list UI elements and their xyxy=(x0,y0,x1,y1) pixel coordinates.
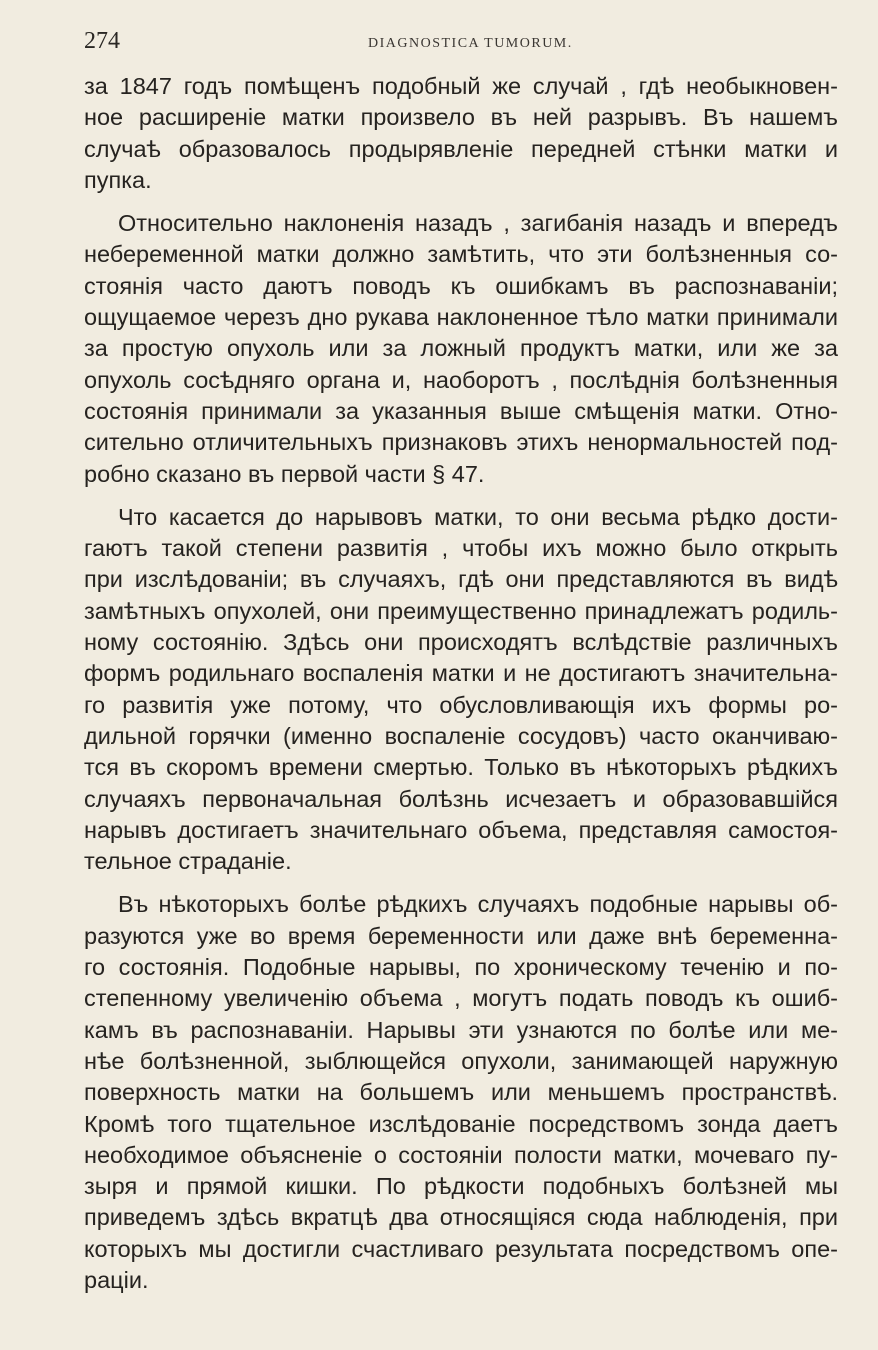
text-line: тельное страданіе. xyxy=(84,848,292,875)
text-line: небеременной матки должно замѣтить, что эти болѣзненныя со- xyxy=(84,241,838,268)
text-line: за простую опухоль или за ложный продуктъ матки, или же за xyxy=(84,335,838,362)
text-line: случаѣ образовалось продырявленіе передней стѣнки матки и xyxy=(84,135,838,162)
text-line: нарывъ достигаетъ значительнаго объема, представляя самостоя- xyxy=(84,816,838,843)
text-line: раціи. xyxy=(84,1266,149,1293)
text-line: пупка. xyxy=(84,166,152,193)
text-line: степенному увеличенію объема , могутъ подать поводъ къ ошиб- xyxy=(84,985,838,1012)
text-line: опухоль сосѣдняго органа и, наоборотъ , послѣднія болѣзненныя xyxy=(84,366,838,393)
text-line: за 1847 годъ помѣщенъ подобный же случай , гдѣ необыкновен- xyxy=(84,73,838,99)
text-line: ное расширеніе матки произвело въ ней разрывъ. Въ нашемъ xyxy=(84,104,838,131)
text-line: зыря и прямой кишки. По рѣдкости подобныхъ болѣзней мы xyxy=(84,1173,838,1200)
text-line: дильной горячки (именно воспаленіе сосудовъ) часто оканчиваю- xyxy=(84,722,838,749)
text-line: камъ въ распознаваніи. Нарывы эти узнаются по болѣе или ме- xyxy=(84,1016,838,1043)
text-line: Относительно наклоненія назадъ , загибанія назадъ и впередъ xyxy=(118,210,838,237)
text-line: го состоянія. Подобные нарывы, по хроническому теченію и по- xyxy=(84,954,838,981)
text-line: гаютъ такой степени развитія , чтобы ихъ можно было открыть xyxy=(84,535,838,562)
paragraph xyxy=(84,71,838,196)
text-line: Что касается до нарывовъ матки, то они весьма рѣдко дости- xyxy=(118,503,838,530)
text-line: сительно отличительныхъ признаковъ этихъ ненормальностей под- xyxy=(84,429,838,456)
paragraph xyxy=(84,889,838,1296)
text-line: го развитія уже потому, что обусловливающія ихъ формы ро- xyxy=(84,691,838,718)
page-header xyxy=(84,28,838,58)
text-line: необходимое объясненіе о состояніи полости матки, мочеваго пу- xyxy=(84,1141,838,1168)
text-line: формъ родильнаго воспаленія матки и не достигаютъ значительна- xyxy=(84,660,838,687)
text-line: приведемъ здѣсь вкратцѣ два относящіяся сюда наблюденія, при xyxy=(84,1204,838,1231)
text-line: поверхность матки на большемъ или меньшемъ пространствѣ. xyxy=(84,1079,838,1106)
paragraph xyxy=(84,502,838,878)
text-line: случаяхъ первоначальная болѣзнь исчезаетъ и образовавшійся xyxy=(84,785,838,812)
text-line: состоянія принимали за указанныя выше смѣщенія матки. Отно- xyxy=(84,397,838,424)
text-line: тся въ скоромъ времени смертью. Только въ нѣкоторыхъ рѣдкихъ xyxy=(84,754,838,781)
page-number: 274 xyxy=(84,28,120,54)
text-line: которыхъ мы достигли счастливаго результата посредствомъ опе- xyxy=(84,1235,838,1262)
text-line: при изслѣдованіи; въ случаяхъ, гдѣ они представляются въ видѣ xyxy=(84,566,838,593)
text-line: замѣтныхъ опухолей, они преимущественно принадлежатъ родиль- xyxy=(84,597,838,624)
body-text xyxy=(84,71,838,1308)
text-line: нѣе болѣзненной, зыблющейся опухоли, занимающей наружную xyxy=(84,1047,838,1074)
paragraph xyxy=(84,208,838,490)
text-line: ному состоянію. Здѣсь они происходятъ вслѣдствіе различныхъ xyxy=(84,629,838,656)
text-line: Въ нѣкоторыхъ болѣе рѣдкихъ случаяхъ подобные нарывы об- xyxy=(118,891,838,918)
text-line: ощущаемое черезъ дно рукава наклоненное тѣло матки принимали xyxy=(84,304,838,331)
running-head: DIAGNOSTICA TUMORUM. xyxy=(368,36,573,51)
text-line: робно сказано въ первой части § 47. xyxy=(84,460,485,487)
text-line: стоянія часто даютъ поводъ къ ошибкамъ въ распознаваніи; xyxy=(84,272,838,299)
text-line: Кромѣ того тщательное изслѣдованіе посредствомъ зонда даетъ xyxy=(84,1110,838,1137)
text-line: разуются уже во время беременности или даже внѣ беременна- xyxy=(84,922,838,949)
